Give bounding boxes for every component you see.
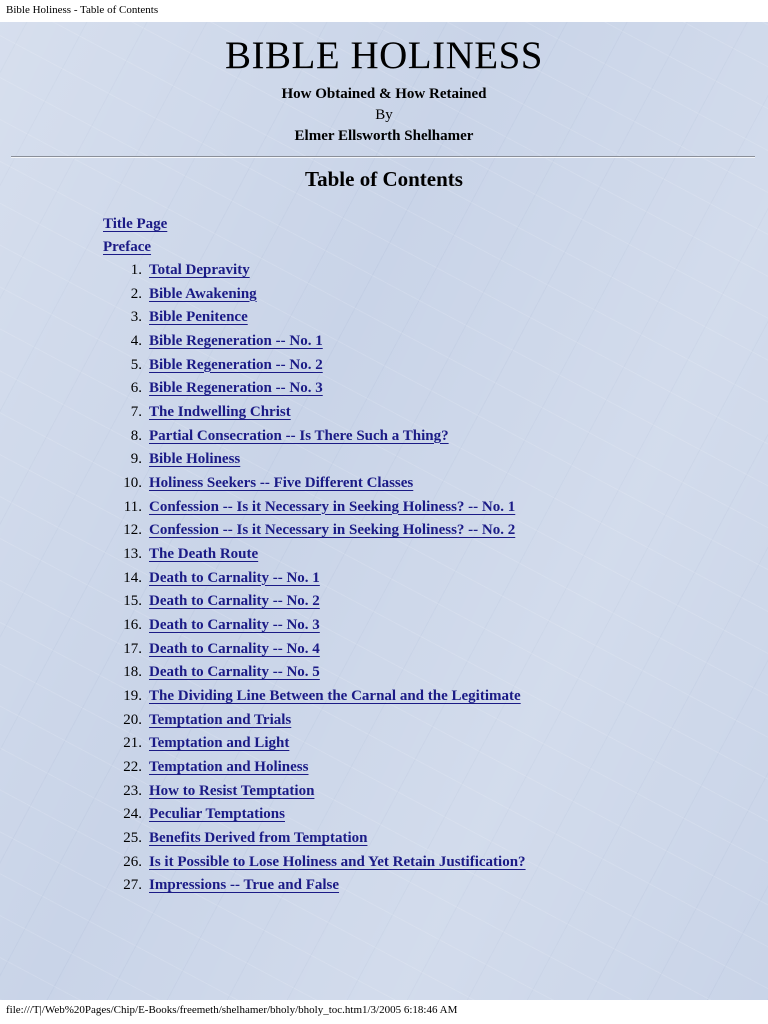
chapter-number: 13. [123, 546, 142, 563]
chapter-item [0, 709, 768, 733]
chapter-link[interactable]: Death to Carnality -- No. 1 [149, 569, 320, 586]
chapter-item [0, 377, 768, 401]
chapter-item [0, 448, 768, 472]
chapter-item [0, 638, 768, 662]
chapter-item [0, 306, 768, 330]
chapter-link[interactable]: Bible Regeneration -- No. 3 [149, 380, 323, 397]
chapter-item [0, 803, 768, 827]
chapter-number: 3. [130, 309, 142, 326]
chapter-item [0, 519, 768, 543]
chapter-list [0, 259, 768, 898]
chapter-item [0, 732, 768, 756]
chapter-link[interactable]: Death to Carnality -- No. 4 [149, 640, 320, 657]
chapter-link[interactable]: Bible Regeneration -- No. 2 [149, 356, 323, 373]
chapter-item [0, 874, 768, 898]
print-footer: file:///T|/Web%20Pages/Chip/E-Books/freemeth/shelhamer/bholy/bholy_toc.htm1/3/2005 6:18:46 AM [6, 1004, 458, 1016]
preface-link[interactable]: Preface [103, 239, 152, 255]
chapter-link[interactable]: Bible Holiness [149, 451, 241, 468]
chapter-number: 15. [123, 593, 142, 610]
author-name: Elmer Ellsworth Shelhamer [294, 128, 474, 144]
chapter-item [0, 354, 768, 378]
chapter-item [0, 614, 768, 638]
chapter-item [0, 401, 768, 425]
print-header: Bible Holiness - Table of Contents [6, 4, 159, 16]
title-page-link[interactable]: Title Page [103, 216, 168, 232]
chapter-item [0, 543, 768, 567]
chapter-number: 14. [123, 569, 142, 586]
chapter-item [0, 425, 768, 449]
chapter-link[interactable]: Impressions -- True and False [149, 877, 340, 894]
chapter-number: 23. [123, 782, 142, 799]
chapter-link[interactable]: Confession -- Is it Necessary in Seeking Holiness? -- No. 1 [149, 498, 516, 515]
chapter-item [0, 472, 768, 496]
toc-heading: Table of Contents [305, 167, 463, 191]
chapter-link[interactable]: Benefits Derived from Temptation [149, 830, 368, 847]
chapter-link[interactable]: Temptation and Light [149, 735, 290, 752]
chapter-item [0, 590, 768, 614]
chapter-item [0, 259, 768, 283]
chapter-number: 25. [123, 830, 142, 847]
chapter-link[interactable]: Confession -- Is it Necessary in Seeking Holiness? -- No. 2 [149, 522, 516, 539]
chapter-item [0, 851, 768, 875]
chapter-number: 21. [123, 735, 142, 752]
chapter-number: 17. [123, 640, 142, 657]
chapter-item [0, 685, 768, 709]
chapter-link[interactable]: Death to Carnality -- No. 5 [149, 664, 320, 681]
chapter-number: 11. [123, 498, 142, 515]
by-line: By [375, 107, 393, 123]
chapter-number: 20. [123, 711, 142, 728]
chapter-link[interactable]: Holiness Seekers -- Five Different Classes [149, 475, 414, 492]
chapter-number: 8. [130, 427, 142, 444]
horizontal-divider [11, 156, 755, 158]
chapter-item [0, 330, 768, 354]
chapter-number: 24. [123, 806, 142, 823]
chapter-number: 16. [123, 617, 142, 634]
chapter-link[interactable]: Total Depravity [149, 262, 250, 278]
chapter-number: 5. [130, 356, 142, 373]
chapter-number: 9. [130, 451, 142, 468]
chapter-item [0, 496, 768, 520]
chapter-link[interactable]: The Death Route [149, 546, 259, 563]
chapter-link[interactable]: Is it Possible to Lose Holiness and Yet Retain Justification? [149, 853, 526, 870]
chapter-number: 2. [130, 285, 142, 302]
chapter-item [0, 661, 768, 685]
chapter-number: 4. [130, 333, 142, 350]
chapter-link[interactable]: Bible Awakening [149, 285, 257, 302]
chapter-link[interactable]: Temptation and Holiness [149, 759, 309, 776]
chapter-number: 10. [123, 475, 142, 492]
chapter-number: 12. [123, 522, 142, 539]
chapter-item [0, 756, 768, 780]
chapter-item [0, 827, 768, 851]
chapter-item [0, 283, 768, 307]
chapter-link[interactable]: Bible Penitence [149, 309, 248, 326]
chapter-link[interactable]: Bible Regeneration -- No. 1 [149, 333, 323, 350]
chapter-item [0, 567, 768, 591]
book-subtitle: How Obtained & How Retained [281, 86, 487, 102]
chapter-number: 19. [123, 688, 142, 705]
book-title: BIBLE HOLINESS [225, 34, 543, 77]
chapter-number: 6. [130, 380, 142, 397]
chapter-link[interactable]: The Dividing Line Between the Carnal and the Legitimate [149, 688, 521, 705]
chapter-number: 18. [123, 664, 142, 681]
chapter-link[interactable]: Partial Consecration -- Is There Such a Thing? [149, 427, 449, 444]
chapter-number: 1. [130, 262, 142, 278]
chapter-number: 26. [123, 853, 142, 870]
page-content [0, 22, 768, 1000]
chapter-link[interactable]: Temptation and Trials [149, 711, 292, 728]
chapter-number: 22. [123, 759, 142, 776]
chapter-link[interactable]: Peculiar Temptations [149, 806, 285, 823]
chapter-number: 27. [123, 877, 142, 894]
chapter-item [0, 780, 768, 804]
chapter-number: 7. [130, 404, 142, 421]
chapter-link[interactable]: Death to Carnality -- No. 2 [149, 593, 320, 610]
chapter-link[interactable]: The Indwelling Christ [149, 404, 291, 421]
chapter-link[interactable]: How to Resist Temptation [149, 782, 315, 799]
chapter-link[interactable]: Death to Carnality -- No. 3 [149, 617, 320, 634]
